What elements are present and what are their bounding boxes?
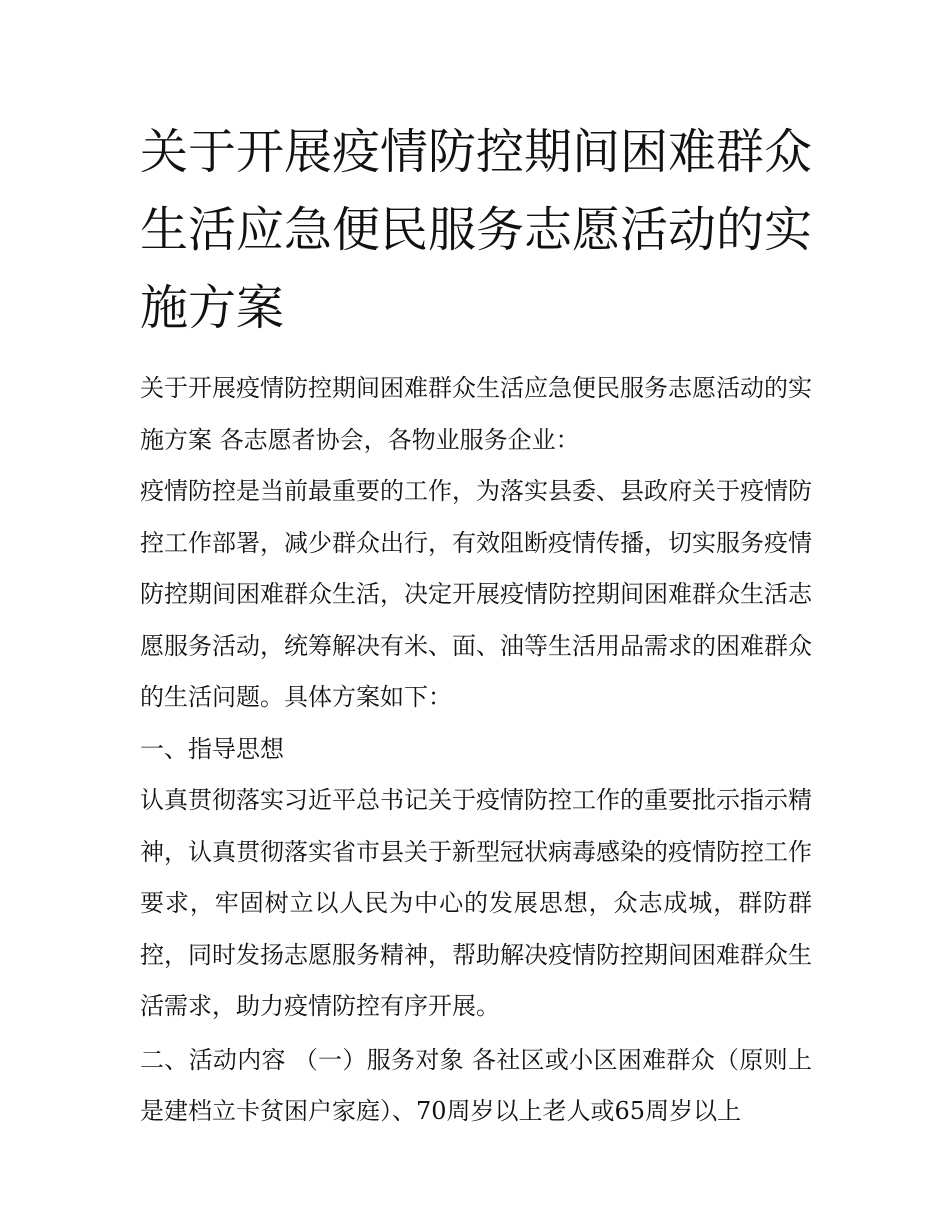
- paragraph-intro: 关于开展疫情防控期间困难群众生活应急便民服务志愿活动的实施方案 各志愿者协会，各物业服务企业：: [140, 374, 812, 454]
- paragraph-activity-content: 二、活动内容 （一）服务对象 各社区或小区困难群众（原则上是建档立卡贫困户家庭）、70周岁以上老人或65周岁以上: [140, 1045, 812, 1125]
- section-heading-guiding-ideology: 一、指导思想: [140, 734, 284, 763]
- document-content: [140, 113, 812, 1138]
- paragraph-background: 疫情防控是当前最重要的工作，为落实县委、县政府关于疫情防控工作部署，减少群众出行，有效阻断疫情传播，切实服务疫情防控期间困难群众生活，决定开展疫情防控期间困难群众生活志愿服务活动，统筹解决有米、面、油等生活用品需求的困难群众的生活问题。具体方案如下：: [140, 477, 812, 711]
- document-title: 关于开展疫情防控期间困难群众生活应急便民服务志愿活动的实施方案: [140, 124, 813, 336]
- paragraph-guiding-ideology: 认真贯彻落实习近平总书记关于疫情防控工作的重要批示指示精神，认真贯彻落实省市县关于新型冠状病毒感染的疫情防控工作要求，牢固树立以人民为中心的发展思想，众志成城，群防群控，同时发扬志愿服务精神，帮助解决疫情防控期间困难群众生活需求，助力疫情防控有序开展。: [140, 786, 812, 1020]
